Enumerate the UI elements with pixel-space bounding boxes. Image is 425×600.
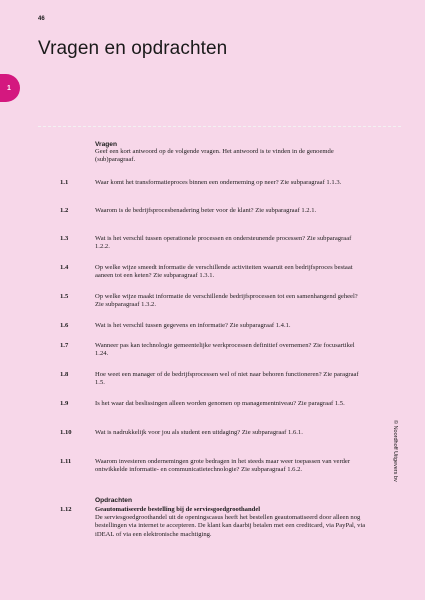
dashed-separator (38, 126, 401, 127)
question-text: Wat is het verschil tussen operationele processen en ondersteunende processen? Zie subparagraaf 1.2.2. (95, 235, 352, 251)
assignment-title: Geautomatiseerde bestelling bij de serviesgoedgroothandel (95, 506, 261, 513)
page-title: Vragen en opdrachten (38, 38, 228, 59)
question-text: Wat is het verschil tussen gegevens en informatie? Zie subparagraaf 1.4.1. (95, 322, 291, 329)
assignment-number: 1.12 (60, 506, 72, 513)
question-text: Op welke wijze maakt informatie de verschillende bedrijfsprocessen tot een samenhangend geheel? Zie subparagraaf 1.3.2. (95, 293, 358, 309)
question-text: Waar komt het transformatieproces binnen een onderneming op neer? Zie subparagraaf 1.1.3. (95, 179, 342, 186)
section-heading-opdrachten: Opdrachten (95, 497, 133, 504)
question-text: Waarom is de bedrijfsprocesbenadering beter voor de klant? Zie subparagraaf 1.2.1. (95, 207, 317, 214)
vragen-intro: Geef een kort antwoord op de volgende vragen. Het antwoord is te vinden in de genoemde (sub)paragraaf. (95, 148, 334, 164)
question-number: 1.4 (60, 264, 69, 271)
question-number: 1.8 (60, 371, 69, 378)
assignment-text: De serviesgoedgroothandel uit de openingscasus heeft het bestellen geautomatiseerd door alleen nog bestellingen via internet te accepteren. De klant kan daarbij betalen met een creditcard, via PayPal, via iDEAL of via een elektronische machtiging. (95, 514, 366, 538)
page-number: 46 (38, 16, 45, 22)
question-number: 1.2 (60, 207, 69, 214)
question-text: Wanneer pas kan technologie gemeentelijke werkprocessen definitief overnemen? Zie focusartikel 1.24. (95, 342, 355, 358)
question-text: Op welke wijze smeedt informatie de verschillende activiteiten waaruit een bedrijfsproces bestaat aaneen tot een keten? Zie subparagraaf 1.3.1. (95, 264, 353, 280)
question-number: 1.10 (60, 429, 72, 436)
question-text: Hoe weet een manager of de bedrijfsprocessen wel of niet naar behoren functioneren? Zie paragraaf 1.5. (95, 371, 359, 387)
question-number: 1.3 (60, 235, 69, 242)
question-number: 1.9 (60, 400, 69, 407)
question-number: 1.11 (60, 458, 72, 465)
question-number: 1.5 (60, 293, 69, 300)
question-number: 1.6 (60, 322, 69, 329)
question-text: Wat is nadrukkelijk voor jou als student een uitdaging? Zie subparagraaf 1.6.1. (95, 429, 303, 436)
copyright-notice: © Noordhoff Uitgevers bv (392, 420, 398, 482)
question-text: Waarom investeren ondernemingen grote bedragen in het steeds maar weer toepassen van verder ontwikkelde informatie- en communicatietechnologie? Zie subparagraaf 1.6.2. (95, 458, 351, 474)
question-number: 1.1 (60, 179, 69, 186)
question-number: 1.7 (60, 342, 69, 349)
section-heading-vragen: Vragen (95, 141, 117, 148)
chapter-tab: 1 (0, 74, 20, 102)
question-text: Is het waar dat beslissingen alleen worden genomen op managementniveau? Zie paragraaf 1.5. (95, 400, 345, 407)
